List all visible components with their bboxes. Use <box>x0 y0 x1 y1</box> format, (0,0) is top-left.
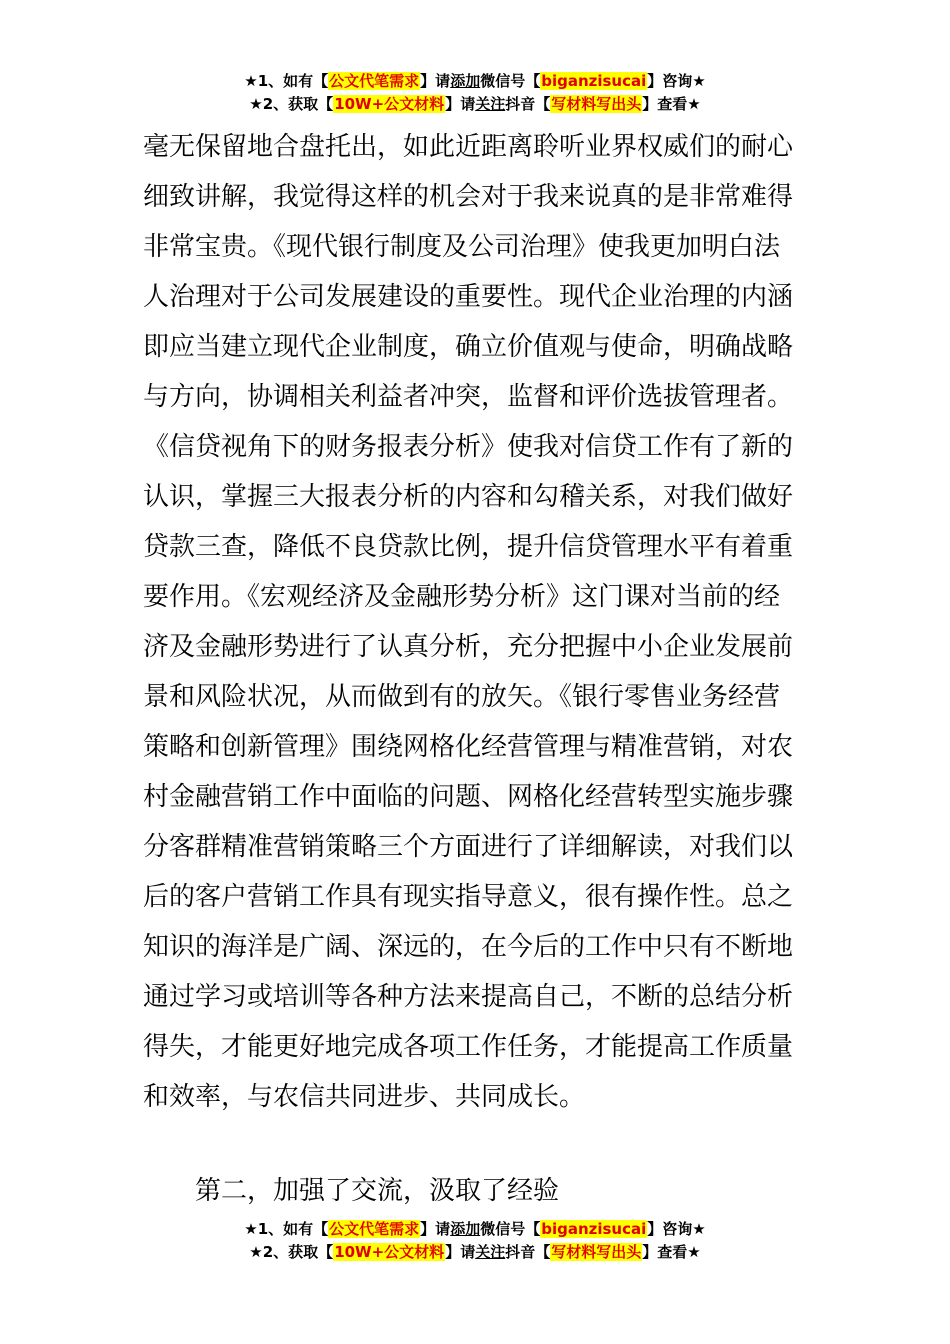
banner-text: 】请 <box>445 95 476 113</box>
paragraph-line: 村金融营销工作中面临的问题、网格化经营转型实施步骤 <box>143 782 794 812</box>
highlight-service: 公文代笔需求 <box>329 72 420 90</box>
paragraph-line: 与方向，协调相关利益者冲突，监督和评价选拔管理者。 <box>143 382 794 412</box>
footer-banner <box>0 1218 950 1264</box>
banner-line-2 <box>0 93 950 116</box>
banner-text: 】请 <box>420 72 451 90</box>
banner-text: 】请 <box>420 1220 451 1238</box>
paragraph-line: 要作用。《宏观经济及金融形势分析》这门课对当前的经 <box>143 582 781 612</box>
banner-text: ★1、如有【 <box>244 72 329 90</box>
banner-text: 】请 <box>445 1243 476 1261</box>
highlight-wechat-id: biganzisucai <box>541 72 647 90</box>
banner-line-1 <box>0 1218 950 1241</box>
paragraph-line: 和效率，与农信共同进步、共同成长。 <box>143 1082 586 1112</box>
paragraph-line: 即应当建立现代企业制度，确立价值观与使命，明确战略 <box>143 332 794 362</box>
banner-text: 】查看★ <box>642 1243 701 1261</box>
highlight-materials: 10W+公文材料 <box>334 95 445 113</box>
paragraph-line: 《信贷视角下的财务报表分析》使我对信贷工作有了新的 <box>143 432 794 462</box>
banner-text: 】咨询★ <box>647 1220 706 1238</box>
paragraph-line: 贷款三查，降低不良贷款比例，提升信贷管理水平有着重 <box>143 532 794 562</box>
banner-line-1 <box>0 70 950 93</box>
paragraph-line: 人治理对于公司发展建设的重要性。现代企业治理的内涵 <box>143 282 794 312</box>
banner-text: ★2、获取【 <box>249 95 334 113</box>
section-heading: 第二，加强了交流，汲取了经验 <box>195 1176 560 1206</box>
paragraph-line: 策略和创新管理》围绕网格化经营管理与精准营销，对农 <box>143 732 794 762</box>
paragraph-line: 通过学习或培训等各种方法来提高自己，不断的总结分析 <box>143 982 794 1012</box>
paragraph-line: 景和风险状况，从而做到有的放矢。《银行零售业务经营 <box>143 682 781 712</box>
paragraph-line: 济及金融形势进行了认真分析，充分把握中小企业发展前 <box>143 632 794 662</box>
banner-text: 微信号【 <box>480 1220 541 1238</box>
underlined-text: 添加 <box>450 1220 481 1238</box>
paragraph-line: 非常宝贵。《现代银行制度及公司治理》使我更加明白法 <box>143 232 781 262</box>
underlined-text: 关注 <box>475 95 506 113</box>
paragraph-line: 知识的海洋是广阔、深远的，在今后的工作中只有不断地 <box>143 932 794 962</box>
paragraph-line: 毫无保留地合盘托出，如此近距离聆听业界权威们的耐心 <box>143 132 794 162</box>
paragraph-line: 细致讲解，我觉得这样的机会对于我来说真的是非常难得 <box>143 182 794 212</box>
highlight-service: 公文代笔需求 <box>329 1220 420 1238</box>
paragraph-line: 得失，才能更好地完成各项工作任务，才能提高工作质量 <box>143 1032 794 1062</box>
highlight-douyin-id: 写材料写出头 <box>551 95 642 113</box>
header-banner <box>0 70 950 116</box>
banner-text: 微信号【 <box>480 72 541 90</box>
paragraph-line: 后的客户营销工作具有现实指导意义，很有操作性。总之 <box>143 882 794 912</box>
banner-text: ★2、获取【 <box>249 1243 334 1261</box>
banner-text: 抖音【 <box>505 1243 551 1261</box>
banner-text: 抖音【 <box>505 95 551 113</box>
banner-line-2 <box>0 1241 950 1264</box>
banner-text: ★1、如有【 <box>244 1220 329 1238</box>
body-paragraph <box>143 122 811 1122</box>
underlined-text: 添加 <box>450 72 481 90</box>
paragraph-line: 分客群精准营销策略三个方面进行了详细解读，对我们以 <box>143 832 794 862</box>
paragraph-line: 认识，掌握三大报表分析的内容和勾稽关系，对我们做好 <box>143 482 794 512</box>
highlight-douyin-id: 写材料写出头 <box>551 1243 642 1261</box>
banner-text: 】咨询★ <box>647 72 706 90</box>
highlight-wechat-id: biganzisucai <box>541 1220 647 1238</box>
banner-text: 】查看★ <box>642 95 701 113</box>
highlight-materials: 10W+公文材料 <box>334 1243 445 1261</box>
underlined-text: 关注 <box>475 1243 506 1261</box>
